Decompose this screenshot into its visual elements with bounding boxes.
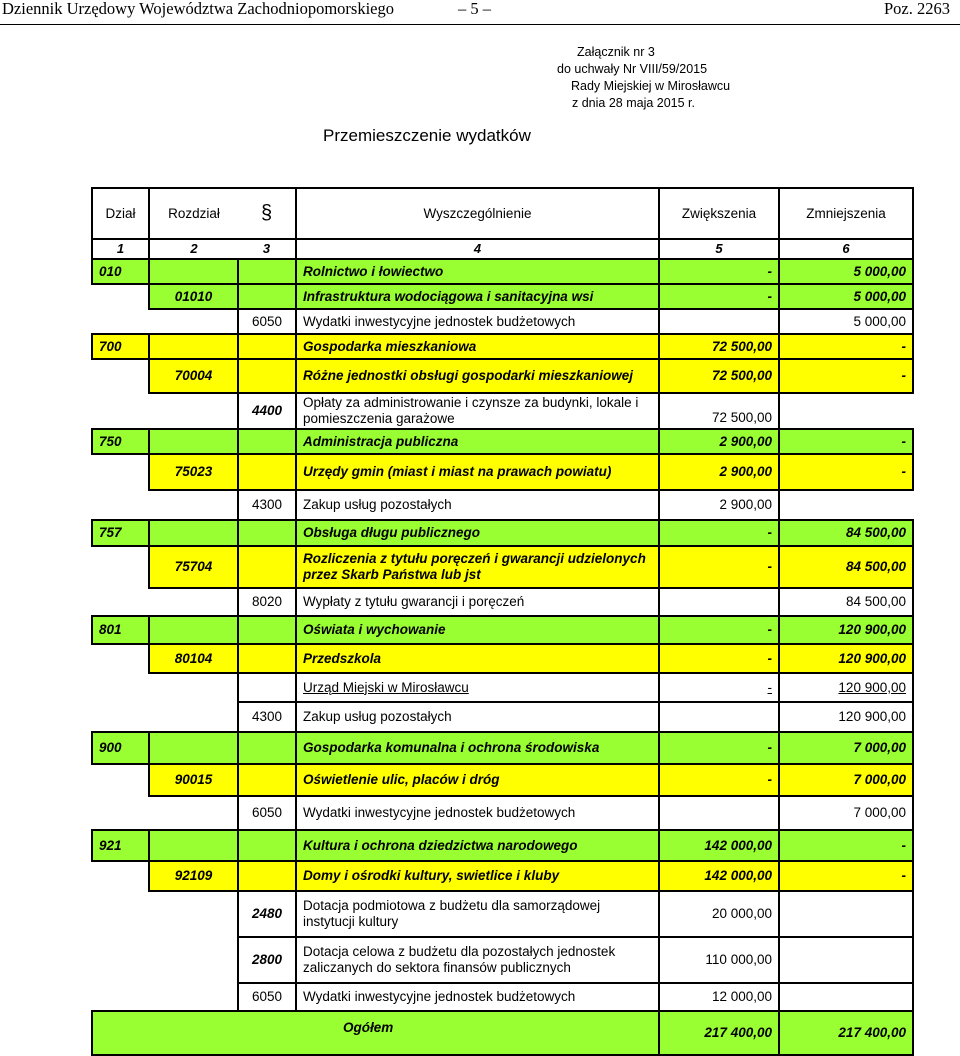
row-description: Wydatki inwestycyjne jednostek budżetowych xyxy=(296,983,659,1011)
increase-amount: - xyxy=(659,546,779,588)
row-description: Przedszkola xyxy=(296,644,659,673)
paragraph-code: 6050 xyxy=(238,983,296,1011)
header-zmniejszenia: Zmniejszenia xyxy=(779,188,913,239)
row-description: Infrastruktura wodociągowa i sanitacyjna wsi xyxy=(296,284,659,309)
decrease-amount: - xyxy=(779,429,913,454)
dzial-row xyxy=(92,830,913,861)
paragraph-code: 8020 xyxy=(238,588,296,616)
decrease-amount: 120 900,00 xyxy=(779,644,913,673)
decrease-amount: 120 900,00 xyxy=(779,702,913,732)
rozdzial-row xyxy=(92,546,913,588)
increase-amount xyxy=(659,588,779,616)
increase-amount: 72 500,00 xyxy=(659,359,779,393)
row-description: Wypłaty z tytułu gwarancji i poręczeń xyxy=(296,588,659,616)
paragraph-row xyxy=(92,490,913,520)
rozdzial-row xyxy=(92,454,913,490)
decrease-amount: - xyxy=(779,861,913,891)
paragraph-code: 4400 xyxy=(238,393,296,429)
rozdzial-row xyxy=(92,284,913,309)
paragraph-row xyxy=(92,937,913,983)
paragraph-row xyxy=(92,309,913,334)
row-description: Obsługa długu publicznego xyxy=(296,520,659,546)
decrease-amount: 7 000,00 xyxy=(779,796,913,830)
dzial-code: 801 xyxy=(92,616,149,644)
dzial-row xyxy=(92,732,913,764)
increase-amount: - xyxy=(659,520,779,546)
row-description: Urząd Miejski w Mirosławcu xyxy=(296,673,659,702)
decrease-amount xyxy=(779,983,913,1011)
dzial-row xyxy=(92,259,913,284)
row-description: Gospodarka komunalna i ochrona środowiska xyxy=(296,732,659,764)
column-number: 6 xyxy=(779,239,913,259)
increase-amount: - xyxy=(659,259,779,284)
increase-amount: - xyxy=(659,732,779,764)
attachment-line: Rady Miejskiej w Mirosławcu xyxy=(571,79,731,93)
journal-title: Dziennik Urzędowy Województwa Zachodniopomorskiego xyxy=(2,0,394,18)
decrease-amount: 84 500,00 xyxy=(779,546,913,588)
decrease-amount: 84 500,00 xyxy=(779,520,913,546)
rozdzial-code: 70004 xyxy=(149,359,238,393)
decrease-amount: - xyxy=(779,830,913,861)
position-number: Poz. 2263 xyxy=(884,0,950,18)
row-description: Kultura i ochrona dziedzictwa narodowego xyxy=(296,830,659,861)
row-description: Rozliczenia z tytułu poręczeń i gwarancji udzielonych przez Skarb Państwa lub jst xyxy=(296,546,659,588)
paragraph-row xyxy=(92,983,913,1011)
decrease-amount xyxy=(779,891,913,937)
row-description: Opłaty za administrowanie i czynsze za budynki, lokale i pomieszczenia garażowe xyxy=(296,393,659,429)
rozdzial-code: 75023 xyxy=(149,454,238,490)
increase-amount: 142 000,00 xyxy=(659,830,779,861)
decrease-amount xyxy=(779,393,913,429)
rozdzial-code: 75704 xyxy=(149,546,238,588)
row-description: Rolnictwo i łowiectwo xyxy=(296,259,659,284)
paragraph-code: 4300 xyxy=(238,702,296,732)
total-decrease: 217 400,00 xyxy=(779,1011,913,1055)
row-description: Oświetlenie ulic, placów i dróg xyxy=(296,764,659,796)
dzial-code: 010 xyxy=(92,259,149,284)
rozdzial-code: 92109 xyxy=(149,861,238,891)
expenditure-table xyxy=(91,187,914,1056)
increase-amount: 20 000,00 xyxy=(659,891,779,937)
rozdzial-code: 90015 xyxy=(149,764,238,796)
unit-row xyxy=(92,673,913,702)
table-header-row xyxy=(92,188,913,239)
row-description: Urzędy gmin (miast i miast na prawach powiatu) xyxy=(296,454,659,490)
page-header xyxy=(0,0,960,25)
total-increase: 217 400,00 xyxy=(659,1011,779,1055)
total-row xyxy=(92,1011,913,1055)
dzial-code: 750 xyxy=(92,429,149,454)
rozdzial-row xyxy=(92,764,913,796)
decrease-amount xyxy=(779,490,913,520)
decrease-amount: 5 000,00 xyxy=(779,309,913,334)
increase-amount: 2 900,00 xyxy=(659,490,779,520)
rozdzial-row xyxy=(92,359,913,393)
attachment-line: z dnia 28 maja 2015 r. xyxy=(572,96,695,110)
row-description: Dotacja podmiotowa z budżetu dla samorządowej instytucji kultury xyxy=(296,891,659,937)
decrease-amount: 120 900,00 xyxy=(779,673,913,702)
decrease-amount: - xyxy=(779,334,913,359)
row-description: Różne jednostki obsługi gospodarki mieszkaniowej xyxy=(296,359,659,393)
dzial-row xyxy=(92,520,913,546)
row-description: Zakup usług pozostałych xyxy=(296,702,659,732)
increase-amount: - xyxy=(659,616,779,644)
increase-amount: 2 900,00 xyxy=(659,454,779,490)
row-description: Dotacja celowa z budżetu dla pozostałych jednostek zaliczanych do sektora finansów publicznych xyxy=(296,937,659,983)
paragraph-row xyxy=(92,702,913,732)
decrease-amount: - xyxy=(779,454,913,490)
increase-amount: - xyxy=(659,644,779,673)
decrease-amount: 7 000,00 xyxy=(779,732,913,764)
row-description: Oświata i wychowanie xyxy=(296,616,659,644)
paragraph-row xyxy=(92,796,913,830)
page-title: Przemieszczenie wydatków xyxy=(323,126,531,145)
dzial-row xyxy=(92,429,913,454)
decrease-amount: - xyxy=(779,359,913,393)
column-number-row xyxy=(92,239,913,259)
column-number: 5 xyxy=(659,239,779,259)
increase-amount: - xyxy=(659,764,779,796)
paragraph-row xyxy=(92,891,913,937)
decrease-amount: 120 900,00 xyxy=(779,616,913,644)
column-number: 3 xyxy=(238,239,296,259)
paragraph-code: 2480 xyxy=(238,891,296,937)
column-number: 2 xyxy=(149,239,238,259)
row-description: Domy i ośrodki kultury, swietlice i kluby xyxy=(296,861,659,891)
rozdzial-row xyxy=(92,861,913,891)
row-description: Gospodarka mieszkaniowa xyxy=(296,334,659,359)
dzial-row xyxy=(92,334,913,359)
row-description: Wydatki inwestycyjne jednostek budżetowych xyxy=(296,796,659,830)
increase-amount xyxy=(659,796,779,830)
paragraph-code: 6050 xyxy=(238,796,296,830)
increase-amount: 72 500,00 xyxy=(659,393,779,429)
increase-amount xyxy=(659,702,779,732)
row-description: Wydatki inwestycyjne jednostek budżetowych xyxy=(296,309,659,334)
header-zwiekszenia: Zwiększenia xyxy=(659,188,779,239)
increase-amount: - xyxy=(659,284,779,309)
row-description: Zakup usług pozostałych xyxy=(296,490,659,520)
increase-amount xyxy=(659,309,779,334)
dzial-code: 900 xyxy=(92,732,149,764)
attachment-line: Załącznik nr 3 xyxy=(577,45,655,59)
increase-amount: 12 000,00 xyxy=(659,983,779,1011)
row-description: Administracja publiczna xyxy=(296,429,659,454)
header-dzial: Dział xyxy=(92,188,149,239)
attachment-line: do uchwały Nr VIII/59/2015 xyxy=(557,62,708,76)
total-label: Ogółem xyxy=(92,1011,659,1055)
increase-amount: - xyxy=(659,673,779,702)
rozdzial-row xyxy=(92,644,913,673)
paragraph-code: 6050 xyxy=(238,309,296,334)
dzial-code: 921 xyxy=(92,830,149,861)
increase-amount: 110 000,00 xyxy=(659,937,779,983)
decrease-amount: 7 000,00 xyxy=(779,764,913,796)
increase-amount: 142 000,00 xyxy=(659,861,779,891)
header-paragraph: § xyxy=(238,188,296,239)
paragraph-row xyxy=(92,588,913,616)
dzial-code: 700 xyxy=(92,334,149,359)
dzial-row xyxy=(92,616,913,644)
paragraph-code: 2800 xyxy=(238,937,296,983)
decrease-amount: 84 500,00 xyxy=(779,588,913,616)
column-number: 4 xyxy=(296,239,659,259)
decrease-amount: 5 000,00 xyxy=(779,284,913,309)
dzial-code: 757 xyxy=(92,520,149,546)
paragraph-row xyxy=(92,393,913,429)
header-opis: Wyszczególnienie xyxy=(296,188,659,239)
increase-amount: 2 900,00 xyxy=(659,429,779,454)
increase-amount: 72 500,00 xyxy=(659,334,779,359)
rozdzial-code: 01010 xyxy=(149,284,238,309)
paragraph-code: 4300 xyxy=(238,490,296,520)
rozdzial-code: 80104 xyxy=(149,644,238,673)
decrease-amount: 5 000,00 xyxy=(779,259,913,284)
column-number: 1 xyxy=(92,239,149,259)
page-number: – 5 – xyxy=(458,0,491,18)
header-rozdzial: Rozdział xyxy=(149,188,238,239)
decrease-amount xyxy=(779,937,913,983)
